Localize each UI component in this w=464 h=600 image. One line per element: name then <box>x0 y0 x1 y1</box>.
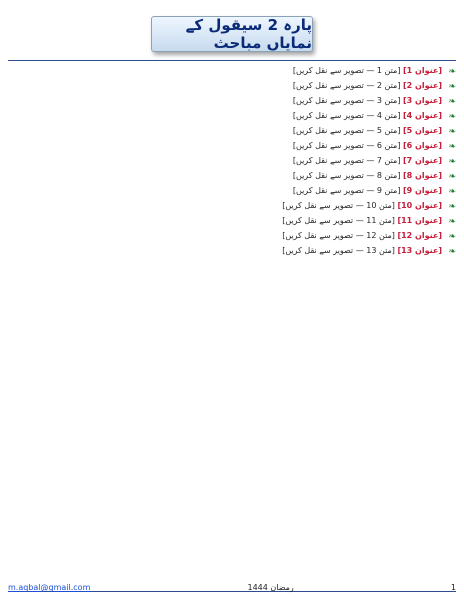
entry-11 <box>8 215 456 227</box>
entry-text <box>8 230 442 241</box>
entry-12 <box>8 230 456 242</box>
entry-body: [متن 1 — تصویر سے نقل کریں] <box>292 66 401 75</box>
entry-heading: [عنوان 3] <box>403 96 442 105</box>
entry-text <box>8 200 442 211</box>
entry-4 <box>8 110 456 122</box>
entry-text <box>8 170 442 181</box>
entry-text <box>8 215 442 226</box>
leaf-bullet-icon: ❧ <box>448 127 456 137</box>
entry-5 <box>8 125 456 137</box>
entry-text <box>8 125 442 136</box>
leaf-bullet-icon: ❧ <box>448 202 456 212</box>
entry-6 <box>8 140 456 152</box>
leaf-bullet-icon: ❧ <box>448 82 456 92</box>
entry-text <box>8 155 442 166</box>
entry-body: [متن 10 — تصویر سے نقل کریں] <box>282 201 395 210</box>
entry-7 <box>8 155 456 167</box>
entry-heading: [عنوان 2] <box>403 81 442 90</box>
entry-body: [متن 13 — تصویر سے نقل کریں] <box>282 246 395 255</box>
page-number: 1 <box>450 582 456 592</box>
entry-heading: [عنوان 10] <box>397 201 442 210</box>
entry-body: [متن 6 — تصویر سے نقل کریں] <box>292 141 401 150</box>
entry-text <box>8 185 442 196</box>
page-footer <box>8 578 456 596</box>
entry-heading: [عنوان 1] <box>403 66 442 75</box>
leaf-bullet-icon: ❧ <box>448 187 456 197</box>
entry-heading: [عنوان 7] <box>403 156 442 165</box>
leaf-bullet-icon: ❧ <box>448 67 456 77</box>
leaf-bullet-icon: ❧ <box>448 247 456 257</box>
entry-2 <box>8 80 456 92</box>
entry-1 <box>8 65 456 77</box>
entry-8 <box>8 170 456 182</box>
page-title: پارہ 2 سیقول کے نمایاں مباحث <box>151 16 313 52</box>
entry-heading: [عنوان 4] <box>403 111 442 120</box>
entry-text <box>8 95 442 106</box>
entry-3 <box>8 95 456 107</box>
leaf-bullet-icon: ❧ <box>448 97 456 107</box>
entry-heading: [عنوان 9] <box>403 186 442 195</box>
entry-text <box>8 140 442 151</box>
entry-10 <box>8 200 456 212</box>
leaf-bullet-icon: ❧ <box>448 157 456 167</box>
entry-heading: [عنوان 11] <box>397 216 442 225</box>
entry-heading: [عنوان 8] <box>403 171 442 180</box>
entry-heading: [عنوان 13] <box>397 246 442 255</box>
footer-center-text: رمضان 1444 <box>247 582 294 592</box>
leaf-bullet-icon: ❧ <box>448 112 456 122</box>
entry-text <box>8 80 442 91</box>
leaf-bullet-icon: ❧ <box>448 142 456 152</box>
entry-body: [متن 5 — تصویر سے نقل کریں] <box>292 126 401 135</box>
entry-text <box>8 110 442 121</box>
entry-heading: [عنوان 5] <box>403 126 442 135</box>
entry-body: [متن 8 — تصویر سے نقل کریں] <box>292 171 401 180</box>
leaf-bullet-icon: ❧ <box>448 172 456 182</box>
entry-body: [متن 11 — تصویر سے نقل کریں] <box>282 216 395 225</box>
entry-9 <box>8 185 456 197</box>
leaf-bullet-icon: ❧ <box>448 232 456 242</box>
title-wrap <box>8 16 456 52</box>
entry-body: [متن 3 — تصویر سے نقل کریں] <box>292 96 401 105</box>
entry-body: [متن 4 — تصویر سے نقل کریں] <box>292 111 401 120</box>
entry-body: [متن 7 — تصویر سے نقل کریں] <box>292 156 401 165</box>
entry-heading: [عنوان 12] <box>397 231 442 240</box>
entry-13 <box>8 245 456 257</box>
footer-email-link[interactable]: m.aqbal@gmail.com <box>8 582 91 592</box>
entry-text <box>8 65 442 76</box>
leaf-bullet-icon: ❧ <box>448 217 456 227</box>
document-content <box>8 60 456 592</box>
entry-body: [متن 9 — تصویر سے نقل کریں] <box>292 186 401 195</box>
entry-body: [متن 2 — تصویر سے نقل کریں] <box>292 81 401 90</box>
entry-text <box>8 245 442 256</box>
entry-body: [متن 12 — تصویر سے نقل کریں] <box>282 231 395 240</box>
entry-heading: [عنوان 6] <box>403 141 442 150</box>
